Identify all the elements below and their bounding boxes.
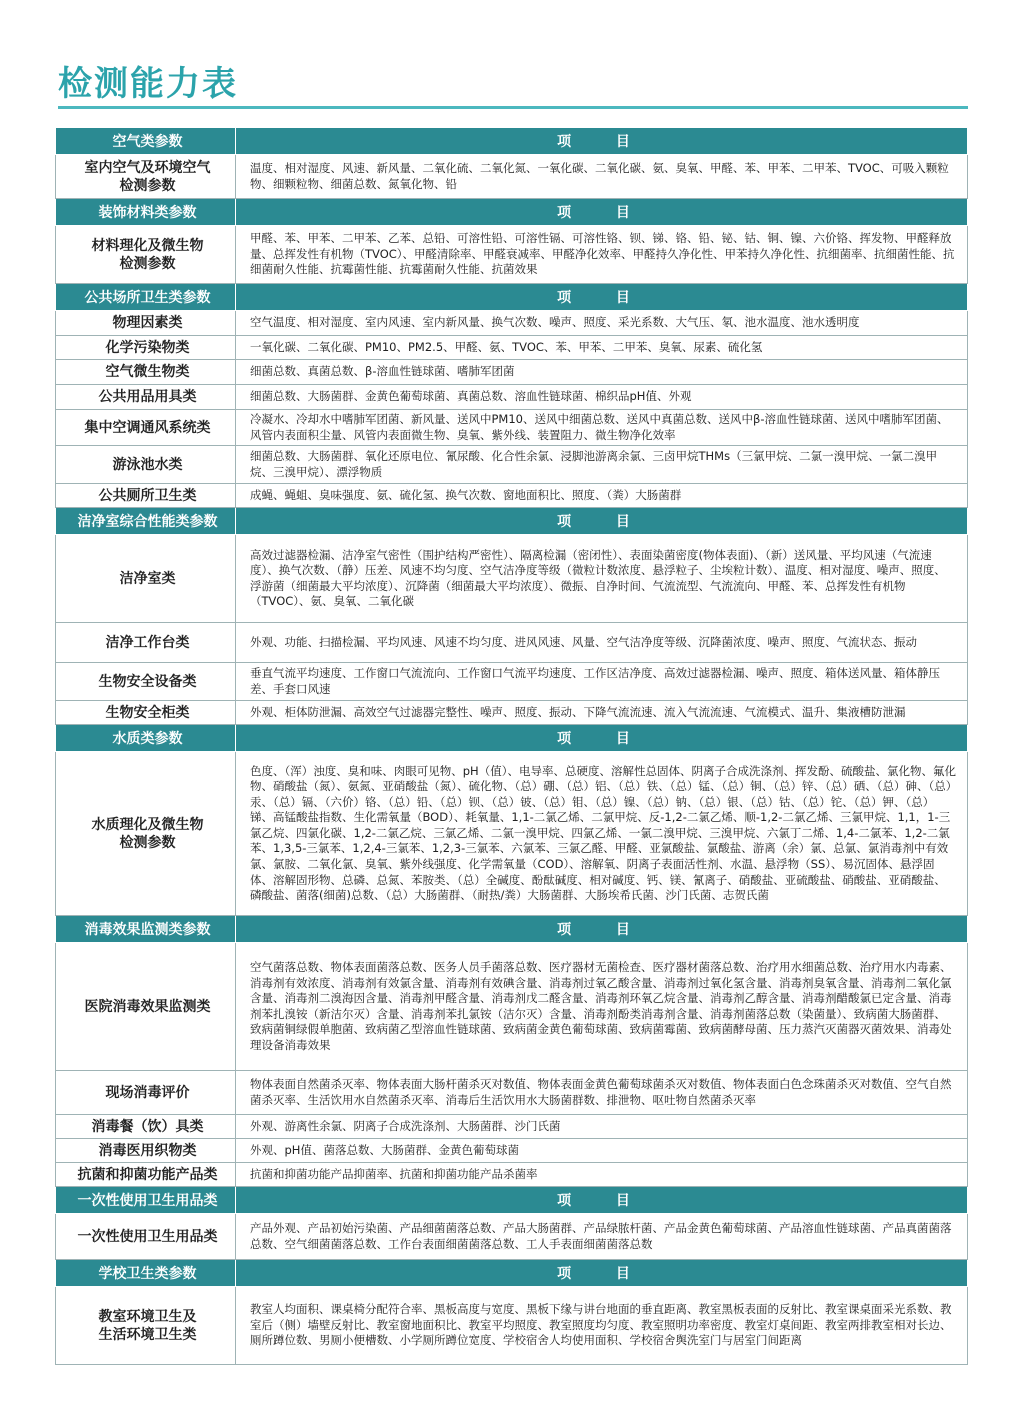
section-title: 一次性使用卫生用品类 (56, 1187, 236, 1214)
category-cell: 洁净工作台类 (56, 623, 236, 663)
item-column-header: 项 目 (236, 1187, 968, 1214)
section-header-row (56, 1187, 968, 1214)
item-column-header: 项 目 (236, 1260, 968, 1287)
section-header-row (56, 508, 968, 535)
items-cell: 教室人均面积、课桌椅分配符合率、黑板高度与宽度、黑板下缘与讲台地面的垂直距离、教室黑板表面的反射比、教室课桌面采光系数、教室后（侧）墙壁反射比、教室窗地面积比、教室平均照度、教室照度均匀度、教室照明功率密度、教室灯桌间距、教室两排教室相对长边、厕所蹲位数、男厕小便槽数、小学厕所蹲位宽度、学校宿舍人均使用面积、学校宿舍舆洗室门与居室门间距离 (236, 1287, 968, 1365)
category-cell: 抗菌和抑菌功能产品类 (56, 1163, 236, 1187)
category-cell: 公共用品用具类 (56, 385, 236, 410)
items-cell: 抗菌和抑菌功能产品抑菌率、抗菌和抑菌功能产品杀菌率 (236, 1163, 968, 1187)
section-title: 消毒效果监测类参数 (56, 916, 236, 943)
category-cell: 水质理化及微生物 检测参数 (56, 752, 236, 916)
capability-table (55, 127, 968, 1365)
items-cell: 空气菌落总数、物体表面菌落总数、医务人员手菌落总数、医疗器材无菌检查、医疗器材菌落总数、治疗用水细菌总数、治疗用水内毒素、消毒剂有效浓度、消毒剂有效氯含量、消毒剂有效碘含量、消毒剂过氧乙酸含量、消毒剂过氧化氢含量、消毒剂臭氧含量、消毒剂二氧化氯含量、消毒剂二溴海因含量、消毒剂甲醛含量、消毒剂戊二醛含量、消毒剂环氧乙烷含量、消毒剂乙醇含量、消毒剂醋酸氯已定含量、消毒剂苯扎溴铵（新洁尔灭）含量、消毒剂苯扎氯铵（洁尔灭）含量、消毒剂酚类消毒剂含量、消毒剂菌落总数（染菌量）、致病菌大肠菌群、致病菌铜绿假单胞菌、致病菌乙型溶血性链球菌、致病菌金黄色葡萄球菌、致病菌霉菌、致病菌酵母菌、压力蒸汽灭菌器灭菌效果、消毒处理设备消毒效果 (236, 943, 968, 1071)
category-cell: 洁净室类 (56, 535, 236, 623)
items-cell: 成蝇、蝇蛆、臭味强度、氨、硫化氢、换气次数、窗地面积比、照度、（粪）大肠菌群 (236, 484, 968, 508)
items-cell: 冷凝水、冷却水中嗜肺军团菌、新风量、送风中PM10、送风中细菌总数、送风中真菌总数、送风中β-溶血性链球菌、送风中嗜肺军团菌、风管内表面积尘量、风管内表面微生物、臭氧、紫外线、装置阻力、微生物净化效率 (236, 410, 968, 446)
section-title: 水质类参数 (56, 725, 236, 752)
section-title: 装饰材料类参数 (56, 199, 236, 226)
table-row (56, 1071, 968, 1115)
category-cell: 物理因素类 (56, 311, 236, 336)
section-title: 空气类参数 (56, 128, 236, 155)
table-row (56, 484, 968, 508)
section-header-row (56, 284, 968, 311)
items-cell: 细菌总数、大肠菌群、氧化还原电位、氰尿酸、化合性余氯、浸脚池游离余氯、三卤甲烷THMs（三氯甲烷、二氯一溴甲烷、一氯二溴甲烷、三溴甲烷）、漂浮物质 (236, 446, 968, 484)
section-header-row (56, 128, 968, 155)
category-cell: 消毒餐（饮）具类 (56, 1115, 236, 1139)
table-row (56, 623, 968, 663)
category-cell: 一次性使用卫生用品类 (56, 1214, 236, 1260)
category-cell: 公共厕所卫生类 (56, 484, 236, 508)
items-cell: 一氧化碳、二氧化碳、PM10、PM2.5、甲醛、氨、TVOC、苯、甲苯、二甲苯、臭氧、尿素、硫化氢 (236, 336, 968, 360)
category-cell: 空气微生物类 (56, 360, 236, 385)
section-header-row (56, 916, 968, 943)
category-cell: 现场消毒评价 (56, 1071, 236, 1115)
category-cell: 医院消毒效果监测类 (56, 943, 236, 1071)
table-row (56, 446, 968, 484)
items-cell: 产品外观、产品初始污染菌、产品细菌菌落总数、产品大肠菌群、产品绿脓杆菌、产品金黄色葡萄球菌、产品溶血性链球菌、产品真菌菌落总数、空气细菌菌落总数、工作台表面细菌菌落总数、工人手表面细菌菌落总数 (236, 1214, 968, 1260)
items-cell: 温度、相对湿度、风速、新风量、二氧化硫、二氧化氮、一氧化碳、二氧化碳、氨、臭氧、甲醛、苯、甲苯、二甲苯、TVOC、可吸入颗粒物、细颗粒物、细菌总数、氮氧化物、铅 (236, 155, 968, 199)
table-row (56, 663, 968, 701)
items-cell: 外观、功能、扫描检漏、平均风速、风速不均匀度、进风风速、风量、空气洁净度等级、沉降菌浓度、噪声、照度、气流状态、振动 (236, 623, 968, 663)
table-row (56, 535, 968, 623)
items-cell: 甲醛、苯、甲苯、二甲苯、乙苯、总铅、可溶性铅、可溶性镉、可溶性铬、钡、锑、铬、铅、铋、钴、铜、镍、六价铬、挥发物、甲醛释放量、总挥发性有机物（TVOC）、甲醛清除率、甲醛衰减率、甲醛净化效率、甲醛持久净化性、甲苯持久净化性、抗细菌率、抗细菌性能、抗细菌耐久性能、抗霉菌性能、抗霉菌耐久性能、抗菌效果 (236, 226, 968, 284)
category-cell: 集中空调通风系统类 (56, 410, 236, 446)
table-row (56, 385, 968, 410)
table-row (56, 943, 968, 1071)
category-cell: 教室环境卫生及 生活环境卫生类 (56, 1287, 236, 1365)
section-title: 学校卫生类参数 (56, 1260, 236, 1287)
item-column-header: 项 目 (236, 128, 968, 155)
category-cell: 室内空气及环境空气 检测参数 (56, 155, 236, 199)
table-row (56, 336, 968, 360)
table-row (56, 1115, 968, 1139)
table-row (56, 155, 968, 199)
table-row (56, 410, 968, 446)
table-row (56, 1287, 968, 1365)
category-cell: 生物安全设备类 (56, 663, 236, 701)
page-title: 检测能力表 (58, 64, 238, 104)
section-title: 公共场所卫生类参数 (56, 284, 236, 311)
table-row (56, 701, 968, 725)
items-cell: 外观、柜体防泄漏、高效空气过滤器完整性、噪声、照度、振动、下降气流流速、流入气流流速、气流模式、温升、集液槽防泄漏 (236, 701, 968, 725)
table-row (56, 360, 968, 385)
capability-table-body (56, 128, 968, 1365)
items-cell: 高效过滤器检漏、洁净室气密性（围护结构严密性）、隔离检漏（密闭性）、表面染菌密度(物体表面)、（新）送风量、平均风速（气流速度）、换气次数、（静）压差、风速不均匀度、空气洁净度等级（微粒计数浓度、悬浮粒子、尘埃粒计数）、温度、相对湿度、噪声、照度、浮游菌（细菌最大平均浓度）、沉降菌（细菌最大平均浓度）、微振、自净时间、气流流型、气流流向、甲醛、苯、总挥发性有机物（TVOC）、氨、臭氧、二氧化碳 (236, 535, 968, 623)
table-row (56, 1163, 968, 1187)
table-row (56, 1214, 968, 1260)
item-column-header: 项 目 (236, 725, 968, 752)
category-cell: 消毒医用织物类 (56, 1139, 236, 1163)
section-header-row (56, 199, 968, 226)
items-cell: 色度、（浑）浊度、臭和味、肉眼可见物、pH（值）、电导率、总硬度、溶解性总固体、阴离子合成洗涤剂、挥发酚、硫酸盐、氯化物、氟化物、硝酸盐（氮）、氨氮、亚硝酸盐（氮）、硫化物、（总）硼、（总）铝、（总）铁、（总）锰、（总）铜、（总）锌、（总）硒、（总）砷、（总）汞、（总）镉、（六价）铬、（总）铅、（总）钡、（总）铍、（总）钼、（总）镍、（总）钠、（总）银、（总）钴、（总）铊、（总）钾、（总）锑、高锰酸盐指数、生化需氧量（BOD）、耗氧量、1,1-二氯乙烯、二氯甲烷、反-1,2-二氯乙烯、顺-1,2-二氯乙烯、三氯甲烷、1,1，1-三氯乙烷、四氯化碳、1,2-二氯乙烷、三氯乙烯、二氯一溴甲烷、四氯乙烯、一氯二溴甲烷、三溴甲烷、六氯丁二烯、1,4-二氯苯、1,2-二氯苯、1,3,5-三氯苯、1,2,4-三氯苯、1,2,3-三氯苯、六氯苯、三氯乙醛、甲醛、亚氯酸盐、氯酸盐、游离（余）氯、总氯、氯消毒剂中有效氯、氯胺、二氧化氯、臭氧、紫外线强度、化学需氧量（COD）、溶解氧、阴离子表面活性剂、水温、悬浮物（SS）、易沉固体、悬浮固体、溶解固形物、总磷、总氮、苯胺类、（总）全碱度、酚酞碱度、相对碱度、钙、镁、氰离子、硝酸盐、亚硫酸盐、硝酸盐、亚硝酸盐、磷酸盐、菌落(细菌)总数、（总）大肠菌群、（耐热/粪）大肠菌群、大肠埃希氏菌、沙门氏菌、志贺氏菌 (236, 752, 968, 916)
table-row (56, 1139, 968, 1163)
items-cell: 垂直气流平均速度、工作窗口气流流向、工作窗口气流平均速度、工作区洁净度、高效过滤器检漏、噪声、照度、箱体送风量、箱体静压差、手套口风速 (236, 663, 968, 701)
category-cell: 化学污染物类 (56, 336, 236, 360)
items-cell: 细菌总数、真菌总数、β-溶血性链球菌、嗜肺军团菌 (236, 360, 968, 385)
items-cell: 细菌总数、大肠菌群、金黄色葡萄球菌、真菌总数、溶血性链球菌、棉织品pH值、外观 (236, 385, 968, 410)
category-cell: 游泳池水类 (56, 446, 236, 484)
item-column-header: 项 目 (236, 284, 968, 311)
items-cell: 物体表面自然菌杀灭率、物体表面大肠杆菌杀灭对数值、物体表面金黄色葡萄球菌杀灭对数值、物体表面白色念珠菌杀灭对数值、空气自然菌杀灭率、生活饮用水自然菌杀灭率、消毒后生活饮用水大肠菌群数、排泄物、呕吐物自然菌杀灭率 (236, 1071, 968, 1115)
section-title: 洁净室综合性能类参数 (56, 508, 236, 535)
section-header-row (56, 1260, 968, 1287)
section-header-row (56, 725, 968, 752)
item-column-header: 项 目 (236, 508, 968, 535)
items-cell: 外观、pH值、菌落总数、大肠菌群、金黄色葡萄球菌 (236, 1139, 968, 1163)
item-column-header: 项 目 (236, 916, 968, 943)
title-divider (58, 106, 968, 109)
items-cell: 外观、游离性余氯、阴离子合成洗涤剂、大肠菌群、沙门氏菌 (236, 1115, 968, 1139)
table-row (56, 226, 968, 284)
item-column-header: 项 目 (236, 199, 968, 226)
category-cell: 材料理化及微生物 检测参数 (56, 226, 236, 284)
category-cell: 生物安全柜类 (56, 701, 236, 725)
table-row (56, 311, 968, 336)
table-row (56, 752, 968, 916)
items-cell: 空气温度、相对湿度、室内风速、室内新风量、换气次数、噪声、照度、采光系数、大气压、氡、池水温度、池水透明度 (236, 311, 968, 336)
